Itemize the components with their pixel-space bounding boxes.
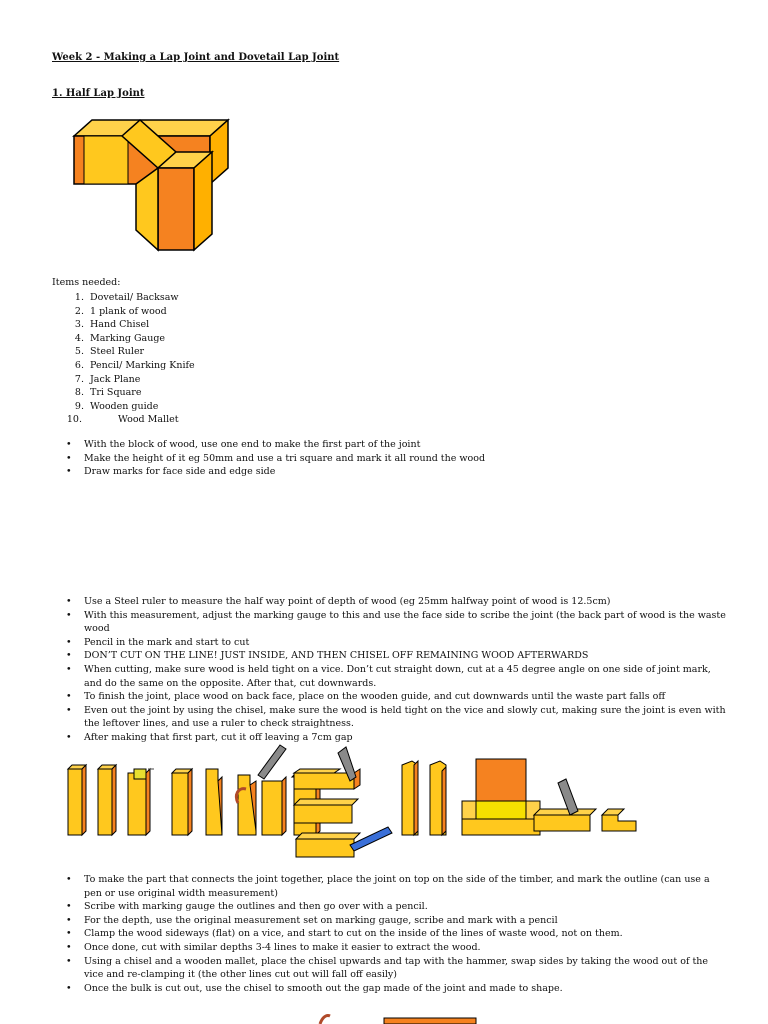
list-item: • To make the part that connects the joint together, place the joint on top on the side of the timber, and mark the outline (can use a pen or use original width measurement) <box>66 873 726 900</box>
list-item: • Clamp the wood sideways (flat) on a vice, and start to cut on the inside of the lines of waste wood, not on them. <box>66 927 726 941</box>
list-item: • With this measurement, adjust the marking gauge to this and use the face side to scribe the joint (the back part of wood is the waste wood <box>66 609 726 636</box>
cutting-steps-illustration <box>62 735 652 865</box>
list-item: 3. Hand Chisel <box>74 319 150 331</box>
list-item: 8. Tri Square <box>74 387 142 399</box>
list-item: • Once the bulk is cut out, use the chisel to smooth out the gap made of the joint and made to shape. <box>66 982 726 996</box>
page-title: Week 2 - Making a Lap Joint and Dovetail Lap Joint <box>52 52 340 63</box>
list-item: • After making that first part, cut it off leaving a 7cm gap <box>66 731 726 745</box>
list-item: • To finish the joint, place wood on back face, place on the wooden guide, and cut downwards until the waste part falls off <box>66 690 726 704</box>
list-item: 6. Pencil/ Marking Knife <box>74 359 195 371</box>
items-list <box>52 291 195 427</box>
list-item: • DON’T CUT ON THE LINE! JUST INSIDE, AND THEN CHISEL OFF REMAINING WOOD AFTERWARDS <box>66 649 726 663</box>
list-item: • For the depth, use the original measurement set on marking gauge, scribe and mark with a pencil <box>66 914 726 928</box>
list-item: • Draw marks for face side and edge side <box>66 465 726 479</box>
section-heading: 1. Half Lap Joint <box>52 88 145 99</box>
list-item: 9. Wooden guide <box>74 400 159 412</box>
list-item: • Once done, cut with similar depths 3-4 lines to make it easier to extract the wood. <box>66 941 726 955</box>
partial-bottom-illustration <box>300 1012 500 1024</box>
list-item: • Scribe with marking gauge the outlines and then go over with a pencil. <box>66 900 726 914</box>
items-heading: Items needed: <box>52 277 121 288</box>
list-item: 4. Marking Gauge <box>74 332 166 344</box>
list-item: • Even out the joint by using the chisel, make sure the wood is held tight on the vice and slowly cut, making sure the joint is even with the leftover lines, and use a ruler to check straightness. <box>66 704 726 731</box>
list-item: 1. Dovetail/ Backsaw <box>74 292 179 303</box>
list-item: • Using a chisel and a wooden mallet, place the chisel upwards and tap with the hammer, swap sides by taking the wood out of the vice and re-clamping it (the other lines cut out will fall off easily) <box>66 955 726 982</box>
list-item: 7. Jack Plane <box>74 373 141 385</box>
list-item: 5. Steel Ruler <box>74 346 145 358</box>
list-item: • Make the height of it eg 50mm and use a tri square and mark it all round the wood <box>66 452 726 466</box>
list-item: • Pencil in the mark and start to cut <box>66 636 726 650</box>
list-item: 10. Wood Mallet <box>66 414 179 426</box>
bullet-list-intro <box>66 438 726 479</box>
list-item: • With the block of wood, use one end to make the first part of the joint <box>66 438 726 452</box>
list-item: • Use a Steel ruler to measure the half way point of depth of wood (eg 25mm halfway point of wood is 12.5cm) <box>66 595 726 609</box>
bullet-list-connecting-part <box>66 873 726 995</box>
bullet-list-cutting <box>66 595 726 745</box>
list-item: • When cutting, make sure wood is held tight on a vice. Don’t cut straight down, cut at a 45 degree angle on one side of joint mark, and do the same on the opposite. After that, cut downwards. <box>66 663 726 690</box>
half-lap-joint-illustration <box>64 112 240 262</box>
list-item: 2. 1 plank of wood <box>74 305 167 317</box>
